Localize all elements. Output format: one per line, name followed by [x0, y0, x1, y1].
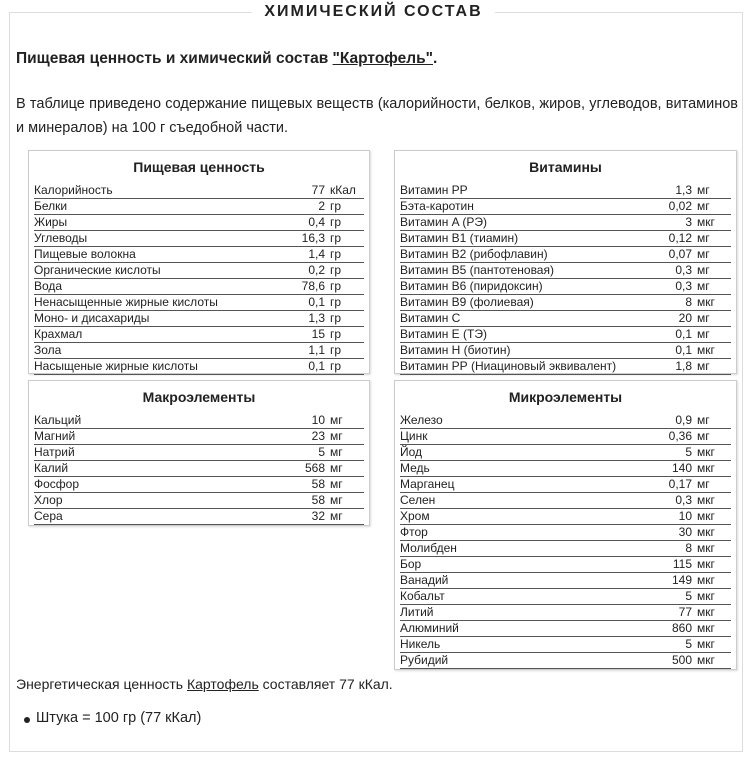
- row-name: Моно- и дисахариды: [34, 311, 150, 325]
- table-row: [34, 279, 364, 295]
- row-unit: мг: [330, 477, 343, 491]
- row-name: Органические кислоты: [34, 263, 161, 277]
- table-row: [34, 461, 364, 477]
- row-name: Крахмал: [34, 327, 83, 341]
- row-value: 77: [311, 183, 325, 197]
- row-unit: мг: [697, 359, 710, 373]
- row-name: Белки: [34, 199, 68, 213]
- row-name: Хром: [400, 509, 430, 523]
- micro-table-title: Микроэлементы: [508, 389, 623, 405]
- table-row: [400, 573, 731, 589]
- row-value: 1,8: [675, 359, 692, 373]
- row-value: 1,3: [308, 311, 325, 325]
- row-value: 78,6: [301, 279, 325, 293]
- table-row: [34, 343, 364, 359]
- row-value: 23: [311, 429, 325, 443]
- row-value: 0,9: [675, 413, 692, 427]
- row-name: Калорийность: [34, 183, 113, 197]
- table-row: [400, 557, 731, 573]
- row-value: 5: [685, 637, 692, 651]
- row-value: 0,1: [675, 343, 692, 357]
- row-value: 5: [318, 445, 325, 459]
- row-unit: мг: [697, 413, 710, 427]
- table-row: [400, 445, 731, 461]
- row-name: Селен: [400, 493, 436, 507]
- table-row: [400, 493, 731, 509]
- row-unit: мг: [697, 327, 710, 341]
- row-name: Витамин H (биотин): [400, 343, 511, 357]
- row-name: Витамин B6 (пиридоксин): [400, 279, 543, 293]
- table-row: [34, 183, 364, 199]
- table-row: [400, 247, 731, 263]
- row-name: Витамин B5 (пантотеновая): [400, 263, 554, 277]
- table-row: [34, 263, 364, 279]
- serving-bullet: Штука = 100 гр (77 кКал): [36, 710, 202, 726]
- table-row: [34, 509, 364, 525]
- row-unit: мкг: [697, 215, 715, 229]
- intro-text: В таблице приведено содержание пищевых веществ (калорийности, белков, жиров, углеводов, витаминов и минералов) на 100 г съедобной части.: [16, 96, 738, 136]
- row-value: 1,4: [308, 247, 325, 261]
- row-value: 140: [671, 461, 692, 475]
- row-value: 115: [672, 557, 692, 571]
- table-row: [34, 445, 364, 461]
- table-row: [400, 311, 731, 327]
- table-row: [34, 231, 364, 247]
- row-name: Зола: [34, 343, 62, 357]
- row-unit: мкг: [697, 541, 715, 555]
- row-name: Марганец: [400, 477, 455, 491]
- table-row: [400, 429, 731, 445]
- micro-table: [394, 380, 737, 670]
- table-row: [34, 477, 364, 493]
- row-value: 500: [671, 653, 692, 667]
- table-row: [400, 327, 731, 343]
- row-name: Ненасыщенные жирные кислоты: [34, 295, 218, 309]
- table-row: [400, 637, 731, 653]
- row-unit: мкг: [697, 557, 715, 571]
- row-name: Фтор: [400, 525, 428, 539]
- table-row: [34, 199, 364, 215]
- row-unit: мг: [697, 199, 710, 213]
- row-value: 5: [685, 445, 692, 459]
- row-name: Цинк: [400, 429, 428, 443]
- row-value: 15: [311, 327, 325, 341]
- row-name: Насыщеные жирные кислоты: [34, 359, 198, 373]
- table-row: [400, 231, 731, 247]
- row-unit: мкг: [697, 343, 715, 357]
- row-value: 0,1: [308, 359, 325, 373]
- row-name: Кобальт: [400, 589, 445, 603]
- row-name: Углеводы: [34, 231, 88, 245]
- row-name: Витамин B2 (рибофлавин): [400, 247, 548, 261]
- table-row: [400, 589, 731, 605]
- row-value: 0,12: [668, 231, 692, 245]
- row-value: 1,1: [308, 343, 325, 357]
- row-unit: гр: [330, 327, 342, 341]
- row-unit: мг: [330, 429, 343, 443]
- row-unit: мкг: [697, 621, 715, 635]
- macro-table-title: Макроэлементы: [142, 389, 256, 405]
- page-heading: [16, 50, 437, 68]
- table-row: [400, 509, 731, 525]
- row-unit: мкг: [697, 461, 715, 475]
- row-value: 0,36: [668, 429, 692, 443]
- row-value: 1,3: [675, 183, 692, 197]
- table-row: [400, 621, 731, 637]
- row-value: 58: [311, 493, 325, 507]
- section-title-text: ХИМИЧЕСКИЙ СОСТАВ: [252, 3, 494, 20]
- row-unit: гр: [330, 247, 342, 261]
- table-row: [400, 215, 731, 231]
- table-row: [34, 247, 364, 263]
- row-unit: мкг: [697, 509, 715, 523]
- row-name: Ванадий: [400, 573, 449, 587]
- row-unit: мг: [330, 445, 343, 459]
- row-name: Фосфор: [34, 477, 80, 491]
- row-unit: мкг: [697, 573, 715, 587]
- row-unit: мг: [697, 183, 710, 197]
- table-row: [400, 199, 731, 215]
- row-name: Витамин PP: [400, 183, 468, 197]
- product-link[interactable]: "Картофель": [332, 50, 433, 67]
- row-unit: мг: [697, 429, 710, 443]
- row-name: Литий: [400, 605, 434, 619]
- row-value: 8: [685, 541, 692, 555]
- row-name: Рубидий: [400, 653, 449, 667]
- row-value: 0,02: [668, 199, 692, 213]
- row-value: 568: [304, 461, 325, 475]
- row-unit: гр: [330, 263, 342, 277]
- row-value: 0,3: [675, 493, 692, 507]
- row-unit: мг: [330, 509, 343, 523]
- row-value: 16,3: [301, 231, 325, 245]
- row-value: 0,4: [308, 215, 325, 229]
- vitamins-table: [394, 150, 737, 374]
- row-value: 0,1: [675, 327, 692, 341]
- row-name: Витамин B9 (фолиевая): [400, 295, 534, 309]
- row-value: 149: [671, 573, 692, 587]
- row-value: 0,17: [668, 477, 692, 491]
- table-row: [34, 327, 364, 343]
- row-unit: мг: [697, 477, 710, 491]
- row-value: 0,3: [675, 263, 692, 277]
- row-unit: гр: [330, 231, 342, 245]
- row-name: Витамин E (ТЭ): [400, 327, 487, 341]
- row-name: Железо: [400, 413, 443, 427]
- table-row: [400, 541, 731, 557]
- row-name: Молибден: [400, 541, 457, 555]
- section-title: [0, 0, 747, 24]
- row-unit: мкг: [697, 295, 715, 309]
- row-value: 20: [678, 311, 692, 325]
- row-name: Бэта-каротин: [400, 199, 474, 213]
- row-name: Витамин A (РЭ): [400, 215, 487, 229]
- row-name: Магний: [34, 429, 76, 443]
- row-unit: мкг: [697, 525, 715, 539]
- row-unit: мкг: [697, 605, 715, 619]
- row-name: Витамин РР (Ниациновый эквивалент): [400, 359, 617, 373]
- row-unit: мг: [697, 279, 710, 293]
- row-value: 0,07: [668, 247, 692, 261]
- table-row: [400, 343, 731, 359]
- row-name: Пищевые волокна: [34, 247, 136, 261]
- row-value: 77: [678, 605, 692, 619]
- row-value: 10: [678, 509, 692, 523]
- row-name: Алюминий: [400, 621, 459, 635]
- row-unit: кКал: [330, 183, 356, 197]
- table-row: [400, 279, 731, 295]
- table-row: [34, 215, 364, 231]
- heading-suffix: .: [433, 50, 438, 67]
- row-value: 2: [318, 199, 325, 213]
- row-unit: гр: [330, 311, 342, 325]
- table-row: [400, 653, 731, 669]
- row-name: Йод: [400, 445, 423, 459]
- row-unit: мг: [697, 311, 710, 325]
- row-name: Калий: [34, 461, 69, 475]
- row-name: Вода: [34, 279, 63, 293]
- row-unit: мкг: [697, 653, 715, 667]
- table-row: [34, 295, 364, 311]
- row-name: Витамин B1 (тиамин): [400, 231, 519, 245]
- macro-table: [28, 380, 370, 526]
- table-row: [400, 461, 731, 477]
- row-name: Кальций: [34, 413, 82, 427]
- row-name: Натрий: [34, 445, 75, 459]
- table-row: [34, 493, 364, 509]
- row-unit: мг: [697, 263, 710, 277]
- vitamins-table-title: Витамины: [529, 159, 602, 175]
- row-unit: мкг: [697, 445, 715, 459]
- table-row: [34, 359, 364, 375]
- row-unit: гр: [330, 295, 342, 309]
- row-value: 860: [671, 621, 692, 635]
- table-row: [400, 413, 731, 429]
- table-row: [400, 525, 731, 541]
- table-row: [400, 605, 731, 621]
- energy-text: [16, 676, 393, 692]
- row-value: 5: [685, 589, 692, 603]
- heading-prefix: Пищевая ценность и химический состав: [16, 50, 333, 67]
- row-value: 0,3: [675, 279, 692, 293]
- row-value: 10: [311, 413, 325, 427]
- row-name: Никель: [400, 637, 441, 651]
- row-unit: мг: [330, 493, 343, 507]
- row-unit: гр: [330, 199, 342, 213]
- row-value: 0,2: [308, 263, 325, 277]
- energy-suffix: составляет 77 кКал.: [258, 676, 393, 692]
- energy-prefix: Энергетическая ценность: [16, 676, 187, 692]
- row-unit: гр: [330, 359, 342, 373]
- row-value: 0,1: [308, 295, 325, 309]
- nutrition-table: [28, 150, 370, 374]
- row-unit: мг: [330, 413, 343, 427]
- row-value: 58: [311, 477, 325, 491]
- nutrition-table-title: Пищевая ценность: [133, 159, 265, 175]
- row-unit: мг: [330, 461, 343, 475]
- row-name: Сера: [34, 509, 63, 523]
- table-row: [400, 477, 731, 493]
- row-unit: мкг: [697, 589, 715, 603]
- row-unit: гр: [330, 215, 342, 229]
- table-row: [400, 295, 731, 311]
- row-value: 30: [678, 525, 692, 539]
- row-name: Жиры: [34, 215, 68, 229]
- energy-product-link[interactable]: Картофель: [186, 676, 259, 692]
- row-name: Бор: [400, 557, 422, 571]
- table-row: [34, 311, 364, 327]
- row-unit: мг: [697, 247, 710, 261]
- table-row: [400, 183, 731, 199]
- row-value: 3: [685, 215, 692, 229]
- row-name: Витамин C: [400, 311, 461, 325]
- table-row: [400, 263, 731, 279]
- row-name: Медь: [400, 461, 430, 475]
- row-unit: гр: [330, 343, 342, 357]
- row-unit: мг: [697, 231, 710, 245]
- row-unit: мкг: [697, 493, 715, 507]
- table-row: [400, 359, 731, 375]
- row-value: 32: [311, 509, 325, 523]
- row-value: 8: [685, 295, 692, 309]
- row-unit: гр: [330, 279, 342, 293]
- row-unit: мкг: [697, 637, 715, 651]
- table-row: [34, 413, 364, 429]
- table-row: [34, 429, 364, 445]
- row-name: Хлор: [34, 493, 63, 507]
